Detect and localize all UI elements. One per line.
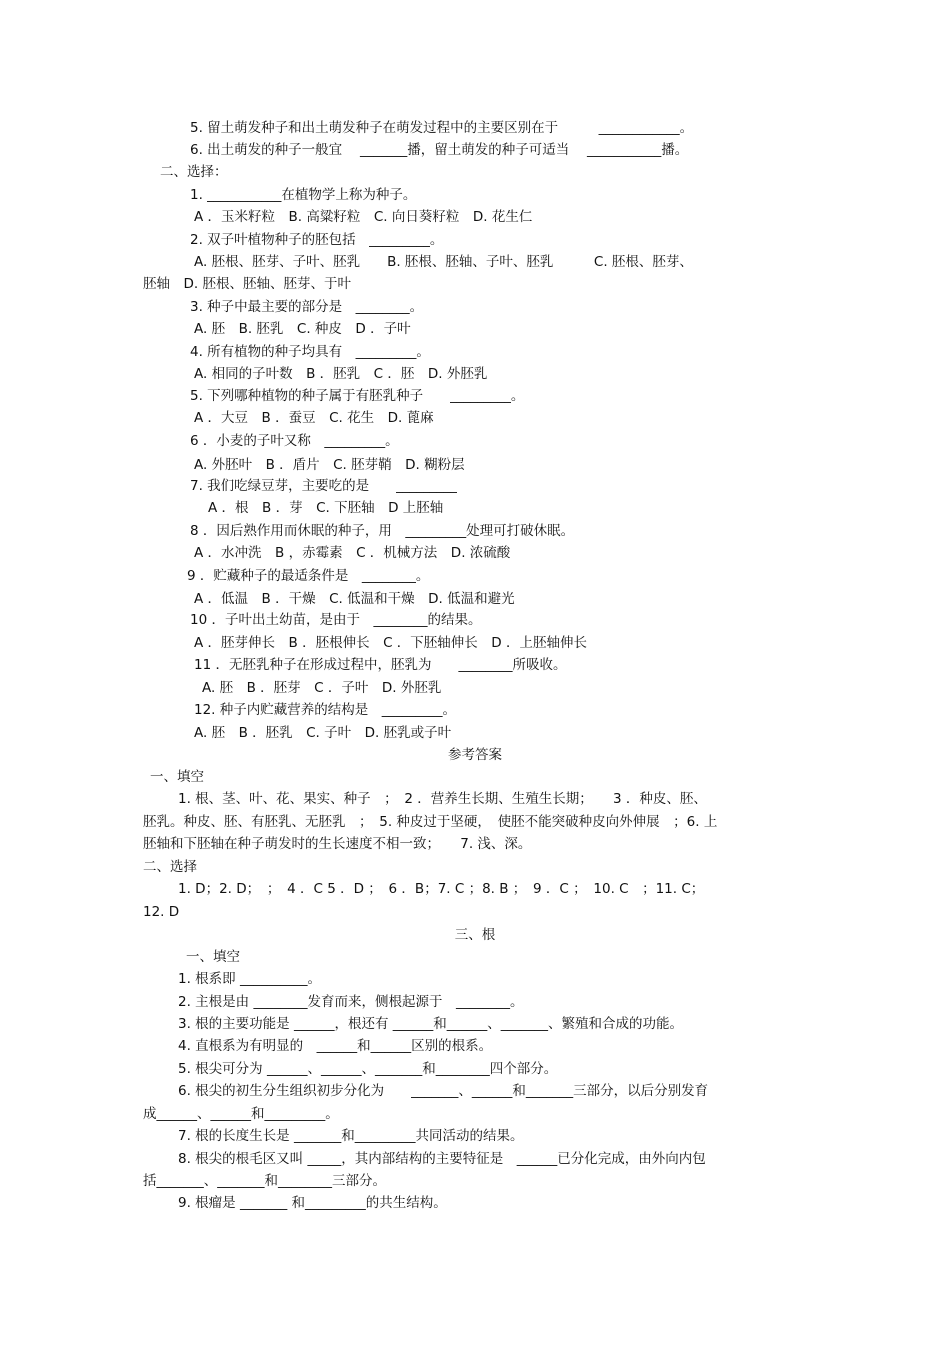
choice-q2-options: A. 胚根、胚芽、子叶、胚乳 B. 胚根、胚轴、子叶、胚乳 C. 胚根、胚芽、 bbox=[194, 254, 693, 270]
answers-fill-line-1: 1. 根、茎、叶、花、果实、种子 ； 2 ．营养生长期、生殖生长期； 3 ．种皮、胚、 bbox=[178, 791, 707, 807]
root-q8-cont: 括_______、_______和________三部分。 bbox=[143, 1173, 386, 1189]
root-q2: 2. 主根是由 ________发育而来，侧根起源于 ________。 bbox=[178, 994, 524, 1010]
root-q8: 8. 根尖的根毛区又叫 _____，其内部结构的主要特征是 ______已分化完成，由外向内包 bbox=[178, 1151, 706, 1167]
choice-q1: 1. ___________在植物学上称为种子。 bbox=[190, 187, 417, 203]
root-q3: 3. 根的主要功能是 ______，根还有 ______和______、_______、繁殖和合成的功能。 bbox=[178, 1016, 684, 1032]
choice-q10-options: A ．胚芽伸长 B ．胚根伸长 C ．下胚轴伸长 D ．上胚轴伸长 bbox=[194, 635, 587, 651]
choice-q11-options: A. 胚 B ．胚芽 C ．子叶 D. 外胚乳 bbox=[202, 680, 442, 696]
choice-q6-options: A. 外胚叶 B ．盾片 C. 胚芽鞘 D. 糊粉层 bbox=[194, 457, 465, 473]
fill-q5: 5. 留土萌发种子和出土萌发种子在萌发过程中的主要区别在于 ____________。 bbox=[190, 120, 694, 136]
root-fill-heading: 一、填空 bbox=[186, 949, 240, 965]
choice-q9: 9 ．贮藏种子的最适条件是 ________。 bbox=[187, 568, 430, 584]
choice-q3-options: A. 胚 B. 胚乳 C. 种皮 D ．子叶 bbox=[194, 321, 411, 337]
answers-choice-line-2: 12. D bbox=[143, 904, 180, 920]
choice-q9-options: A ．低温 B ．干燥 C. 低温和干燥 D. 低温和避光 bbox=[194, 591, 515, 607]
section-choice-heading: 二、选择： bbox=[160, 164, 228, 180]
choice-q10: 10 ．子叶出土幼苗，是由于 ________的结果。 bbox=[190, 612, 482, 628]
choice-q4-options: A. 相同的子叶数 B ．胚乳 C ．胚 D. 外胚乳 bbox=[194, 366, 488, 382]
root-q1: 1. 根系即 __________。 bbox=[178, 971, 321, 987]
choice-q2: 2. 双子叶植物种子的胚包括 _________。 bbox=[190, 232, 444, 248]
root-q4: 4. 直根系为有明显的 ______和______区别的根系。 bbox=[178, 1038, 493, 1054]
choice-q5-options: A ．大豆 B ．蚕豆 C. 花生 D. 蓖麻 bbox=[194, 410, 434, 426]
choice-q12-options: A. 胚 B ．胚乳 C. 子叶 D. 胚乳或子叶 bbox=[194, 725, 452, 741]
answers-choice-heading: 二、选择 bbox=[143, 859, 197, 875]
root-q6: 6. 根尖的初生分生组织初步分化为 _______、______和_______三部分，以后分别发育 bbox=[178, 1083, 709, 1099]
answers-choice-line-1: 1. D；2. D； ； 4 ．C 5 ．D ； 6 ．B；7. C ；8. B ； 9 ．C ； 10. C ；11. C； bbox=[178, 881, 705, 897]
chapter-title-root: 三、根 bbox=[454, 927, 496, 943]
choice-q2-options-cont: 胚轴 D. 胚根、胚轴、胚芽、于叶 bbox=[143, 276, 351, 292]
choice-q1-options: A ．玉米籽粒 B. 高粱籽粒 C. 向日葵籽粒 D. 花生仁 bbox=[194, 209, 533, 225]
root-q5: 5. 根尖可分为 ______、______、_______和________四个部分。 bbox=[178, 1061, 558, 1077]
answers-fill-line-2: 胚乳。种皮、胚、有胚乳、无胚乳 ； 5. 种皮过于坚硬， 使胚不能突破种皮向外伸展 ；6. 上 bbox=[143, 814, 718, 830]
choice-q4: 4. 所有植物的种子均具有 _________。 bbox=[190, 344, 430, 360]
answers-heading: 参考答案 bbox=[448, 747, 502, 763]
choice-q11: 11 ．无胚乳种子在形成过程中，胚乳为 ________所吸收。 bbox=[194, 657, 567, 673]
choice-q6: 6 ．小麦的子叶又称 _________。 bbox=[190, 433, 399, 449]
choice-q3: 3. 种子中最主要的部分是 ________。 bbox=[190, 299, 424, 315]
choice-q5: 5. 下列哪种植物的种子属于有胚乳种子 _________。 bbox=[190, 388, 525, 404]
fill-q6: 6. 出土萌发的种子一般宜 _______播，留土萌发的种子可适当 ___________播。 bbox=[190, 142, 689, 158]
root-q6-cont: 成______、______和_________。 bbox=[143, 1106, 339, 1122]
choice-q7: 7. 我们吃绿豆芽，主要吃的是 _________ bbox=[190, 478, 457, 494]
choice-q8-options: A ．水冲洗 B ，赤霉素 C ．机械方法 D. 浓硫酸 bbox=[194, 545, 511, 561]
answers-fill-line-3: 胚轴和下胚轴在种子萌发时的生长速度不相一致； 7. 浅、深。 bbox=[143, 836, 532, 852]
answers-fill-heading: 一、填空 bbox=[150, 769, 204, 785]
root-q9: 9. 根瘤是 _______ 和_________的共生结构。 bbox=[178, 1195, 447, 1211]
choice-q12: 12. 种子内贮藏营养的结构是 _________。 bbox=[194, 702, 457, 718]
choice-q7-options: A ．根 B ．芽 C. 下胚轴 D 上胚轴 bbox=[208, 500, 444, 516]
root-q7: 7. 根的长度生长是 _______和_________共同活动的结果。 bbox=[178, 1128, 524, 1144]
choice-q8: 8 ．因后熟作用而休眠的种子，用 _________处理可打破休眠。 bbox=[190, 523, 575, 539]
